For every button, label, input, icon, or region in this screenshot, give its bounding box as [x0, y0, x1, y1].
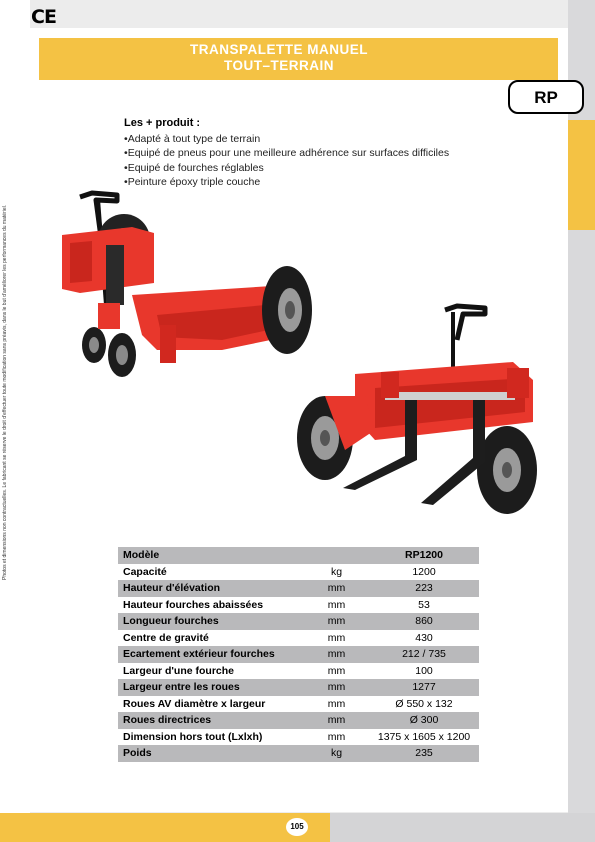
ce-mark: CE: [31, 6, 56, 28]
page-number: 105: [286, 818, 308, 836]
table-row: [118, 564, 479, 581]
features-block: [124, 116, 449, 190]
spec-unit: mm: [304, 580, 369, 597]
spec-label: Hauteur d'élévation: [118, 580, 304, 597]
spec-value: RP1200: [369, 547, 479, 564]
spec-unit: mm: [327, 598, 346, 611]
spec-unit: mm: [327, 730, 346, 743]
spec-unit: mm: [327, 697, 346, 710]
title-line-1: TRANSPALETTE MANUEL: [190, 42, 368, 57]
table-header-row: [118, 547, 479, 564]
spec-value: 1200: [412, 565, 436, 578]
table-row: [118, 613, 479, 630]
spec-unit: kg: [330, 565, 343, 578]
table-row: [118, 679, 479, 696]
table-row: [118, 663, 479, 680]
spec-value: Ø 300: [369, 712, 479, 729]
disclaimer-text: Photos et dimensions non contractuelles. Le fabricant se réserve le droit d’effectuer toute modification sans préavis, dans le but d’améliorer les performances du matériel.: [2, 204, 8, 580]
spec-value: 1277: [369, 679, 479, 696]
spec-value: 223: [369, 580, 479, 597]
features-heading: Les + produit :: [124, 117, 201, 129]
feature-item: • Equipé de pneus pour une meilleure adhérence sur surfaces difficiles: [124, 146, 449, 161]
feature-item: • Adapté à tout type de terrain: [124, 132, 449, 147]
feature-item: • Peinture époxy triple couche: [124, 175, 449, 190]
spec-label: Modèle: [118, 547, 304, 564]
title-banner: [39, 38, 558, 107]
spec-label: Largeur entre les roues: [118, 679, 304, 696]
spec-unit: kg: [304, 745, 369, 762]
spec-unit: mm: [327, 664, 346, 677]
table-row: [118, 729, 479, 746]
spec-label: Largeur d'une fourche: [123, 664, 235, 677]
spec-label: Roues directrices: [118, 712, 304, 729]
table-row: [118, 745, 479, 762]
spec-value: 1375 x 1605 x 1200: [377, 730, 471, 743]
table-row: [118, 580, 479, 597]
table-row: [118, 646, 479, 663]
spec-value: 53: [418, 598, 430, 611]
spec-label: Hauteur fourches abaissées: [123, 598, 264, 611]
spec-unit: mm: [304, 712, 369, 729]
table-row: [118, 696, 479, 713]
product-photo-front-view: [285, 300, 555, 515]
specs-table: [118, 547, 479, 762]
disclaimer: [2, 204, 8, 582]
spec-value: Ø 550 x 132: [395, 697, 453, 710]
table-row: [118, 597, 479, 614]
spec-label: Capacité: [123, 565, 167, 578]
title-line-2: TOUT–TERRAIN: [223, 58, 334, 73]
features-list: [124, 132, 449, 190]
spec-unit: mm: [304, 646, 369, 663]
spec-label: Centre de gravité: [123, 631, 209, 644]
spec-label: Dimension hors tout (Lxlxh): [123, 730, 263, 743]
product-code: RP: [534, 88, 558, 107]
spec-value: 860: [369, 613, 479, 630]
spec-value: 430: [415, 631, 433, 644]
spec-unit: mm: [304, 679, 369, 696]
spec-unit: [304, 547, 369, 564]
product-code-badge: [508, 80, 584, 114]
spec-value: 212 / 735: [369, 646, 479, 663]
table-row: [118, 630, 479, 647]
spec-label: Roues AV diamètre x largeur: [123, 697, 266, 710]
table-row: [118, 712, 479, 729]
spec-value: 235: [369, 745, 479, 762]
decor-grey-band: [330, 813, 595, 842]
feature-item: • Equipé de fourches réglables: [124, 161, 449, 176]
spec-label: Ecartement extérieur fourches: [118, 646, 304, 663]
spec-value: 100: [415, 664, 433, 677]
spec-label: Poids: [118, 745, 304, 762]
decor-yellow-band: [568, 120, 595, 230]
spec-unit: mm: [327, 631, 346, 644]
spec-unit: mm: [304, 613, 369, 630]
spec-label: Longueur fourches: [118, 613, 304, 630]
page-title: [39, 42, 519, 74]
